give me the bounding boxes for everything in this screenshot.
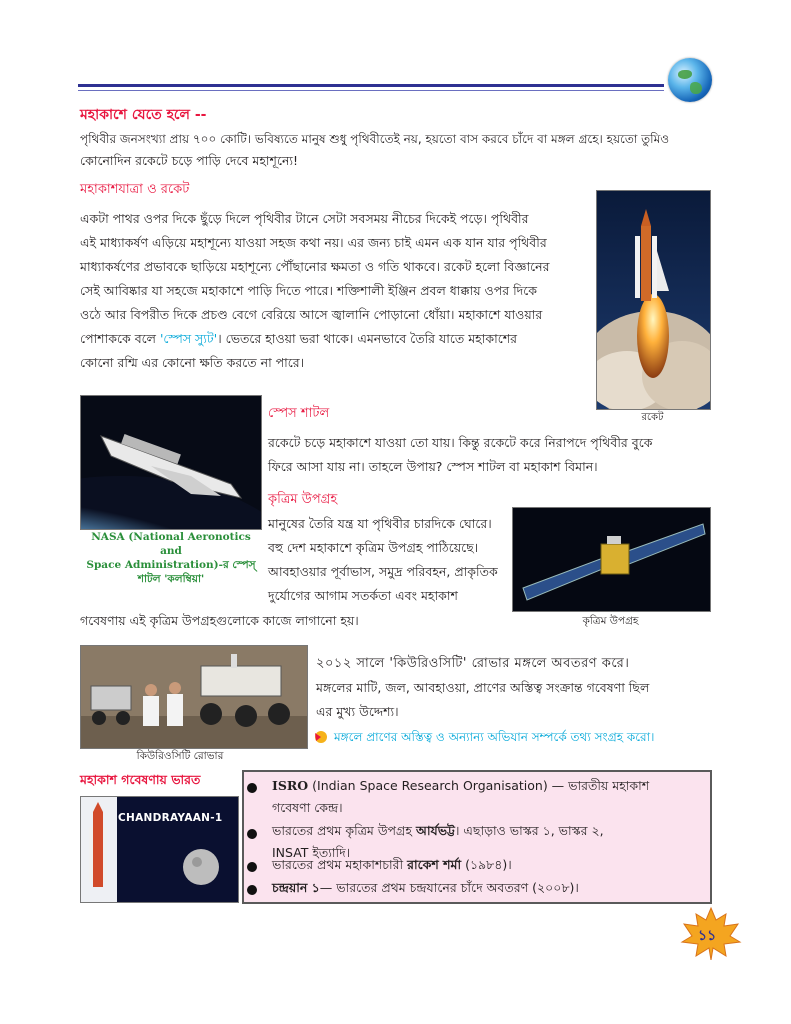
chandrayaan-label: CHANDRAYAAN-1 <box>118 812 223 824</box>
text-span: পোশাককে বলে <box>80 331 160 346</box>
subheading-shuttle: স্পেস শাটল <box>268 406 330 421</box>
shuttle-line: রকেটে চড়ে মহাকাশে যাওয়া তো যায়। কিন্তু রকেটে করে নিরাপদে পৃথিবীর বুকে <box>268 435 653 450</box>
paragraph-line: দুর্যোগের আগাম সতর্কতা এবং মহাকাশ <box>268 588 458 603</box>
intro-line: কোনোদিন রকেটে চড়ে পাড়ি দেবে মহাশূন্যে! <box>80 153 299 168</box>
bullet-icon <box>247 885 257 895</box>
satellite-paragraph <box>268 513 498 609</box>
satellite-caption: কৃত্রিম উপগ্রহ <box>582 615 639 627</box>
rover-line: ২০১২ সালে 'কিউরিওসিটি' রোভার মঙ্গলে অবতরণ করে। <box>316 656 630 671</box>
bullet-icon <box>247 829 257 839</box>
rocket-paragraph <box>80 208 585 376</box>
caption-line: শাটল 'কলম্বিয়া' <box>137 573 205 585</box>
globe-icon <box>668 58 712 102</box>
isro-fact <box>272 775 649 797</box>
text-span: (১৯৮৪)। <box>461 857 512 872</box>
bullet-icon <box>247 783 257 793</box>
header-rule <box>78 84 664 87</box>
page-number: ১১ <box>698 928 717 944</box>
text-span: ভারতের প্রথম কৃত্রিম উপগ্রহ <box>272 823 416 838</box>
paragraph-line <box>80 328 585 352</box>
text-span: (Indian Space Research Organisation) — ভারতীয় মহাকাশ <box>308 778 650 793</box>
paragraph-line: বহু দেশ মহাকাশে কৃত্রিম উপগ্রহ পাঠিয়েছে। <box>268 540 479 555</box>
curiosity-rover-photo <box>80 645 308 749</box>
header-rule-thin <box>78 90 664 91</box>
rover-line: এর মুখ্য উদ্দেশ্য। <box>316 704 399 719</box>
rover-line: মঙ্গলের মাটি, জল, আবহাওয়া, প্রাণের অস্তিত্ব সংক্রান্ত গবেষণা ছিল <box>316 680 650 695</box>
shuttle-line: ফিরে আসা যায় না। তাহলে উপায়? স্পেস শাটল বা মহাকাশ বিমান। <box>268 459 598 474</box>
paragraph-line: এই মাধ্যাকর্ষণ এড়িয়ে মহাশূন্যে যাওয়া সহজ কথা নয়। এর জন্য চাই এমন এক যান যার পৃথিবীর <box>80 235 547 250</box>
paragraph-line: একটা পাথর ওপর দিকে ছুঁড়ে দিলে পৃথিবীর টানে সেটা সবসময় নীচের দিকেই পড়ে। পৃথিবীর <box>80 211 529 226</box>
space-shuttle-photo <box>80 395 262 530</box>
isro-fact-line2: গবেষণা কেন্দ্র। <box>272 800 343 815</box>
paragraph-line: কোনো রশ্মি এর কোনো ক্ষতি করতে না পারে। <box>80 355 305 370</box>
rover-caption: কিউরিওসিটি রোভার <box>136 750 224 762</box>
rocket-caption: রকেট <box>641 412 664 423</box>
subheading-india: মহাকাশ গবেষণায় ভারত <box>80 772 201 787</box>
activity-text: মঙ্গলে প্রাণের অস্তিত্ব ও অন্যান্য অভিযান সম্পর্কে তথ্য সংগ্রহ করো। <box>334 730 655 744</box>
paragraph-line: ওঠে আর বিপরীত দিকে প্রচণ্ড বেগে বেরিয়ে আসে জ্বালানি পোড়ানো ধোঁয়া। মহাকাশে যাওয়ার <box>80 307 543 322</box>
rakesh-sharma-term: রাকেশ শর্মা <box>407 857 462 872</box>
space-suit-term: 'স্পেস স্যুট' <box>159 331 218 346</box>
satellite-last-line: গবেষণায় এই কৃত্রিম উপগ্রহগুলোকে কাজে লাগানো হয়। <box>80 613 359 628</box>
aryabhata-fact-line2: INSAT ইত্যাদি। <box>272 845 351 860</box>
paragraph-line: সেই আবিষ্কার যা সহজে মহাকাশে পাড়ি দিতে পারে। শক্তিশালী ইঞ্জিন প্রবল ধাক্কায় ওপর দিকে <box>80 283 538 298</box>
aryabhata-fact <box>272 820 604 842</box>
satellite-photo <box>512 507 711 612</box>
section-heading: মহাকাশে যেতে হলে -- <box>80 107 207 123</box>
paragraph-line: আবহাওয়ার পূর্বাভাস, সমুদ্র পরিবহন, প্রাকৃতিক <box>268 564 498 579</box>
caption-line: Space Administration)-র স্পেস্ <box>86 559 256 571</box>
rocket-photo <box>596 190 711 410</box>
subheading-satellite: কৃত্রিম উপগ্রহ <box>268 492 338 507</box>
activity-icon <box>312 729 330 745</box>
text-span: ভারতের প্রথম মহাকাশচারী <box>272 857 408 872</box>
isro-term: ISRO <box>272 778 309 793</box>
paragraph-line: মানুষের তৈরি যন্ত্র যা পৃথিবীর চারদিকে ঘোরে। <box>268 516 492 531</box>
chandrayaan-term: চন্দ্রয়ান ১ <box>272 880 320 895</box>
text-span: — ভারতের প্রথম চন্দ্রযানের চাঁদে অবতরণ (২০০৮)। <box>319 880 579 895</box>
text-span: । ভেতরে হাওয়া ভরা থাকে। এমনভাবে তৈরি যাতে মহাকাশের <box>217 331 518 346</box>
paragraph-line: মাধ্যাকর্ষণের প্রভাবকে ছাড়িয়ে মহাশূন্যে পৌঁছানোর ক্ষমতা ও গতি থাকবে। রকেট হলো বিজ্ঞানের <box>80 259 550 274</box>
shuttle-caption <box>86 530 256 586</box>
aryabhata-term: আর্যভট্ট <box>415 823 455 838</box>
rakesh-sharma-fact <box>272 854 512 876</box>
bullet-icon <box>247 862 257 872</box>
text-span: । এছাড়াও ভাস্কর ১, ভাস্কর ২, <box>454 823 604 838</box>
intro-line: পৃথিবীর জনসংখ্যা প্রায় ৭০০ কোটি। ভবিষ্যতে মানুষ শুধু পৃথিবীতেই নয়, হয়তো বাস করবে চাঁদে বা মঙ্গল গ্রহে। হয়তো তুমিও <box>80 132 670 146</box>
caption-line: NASA (National Aeronotics and <box>91 531 251 557</box>
subheading-rocket: মহাকাশযাত্রা ও রকেট <box>80 182 190 197</box>
chandrayaan-fact <box>272 877 579 899</box>
